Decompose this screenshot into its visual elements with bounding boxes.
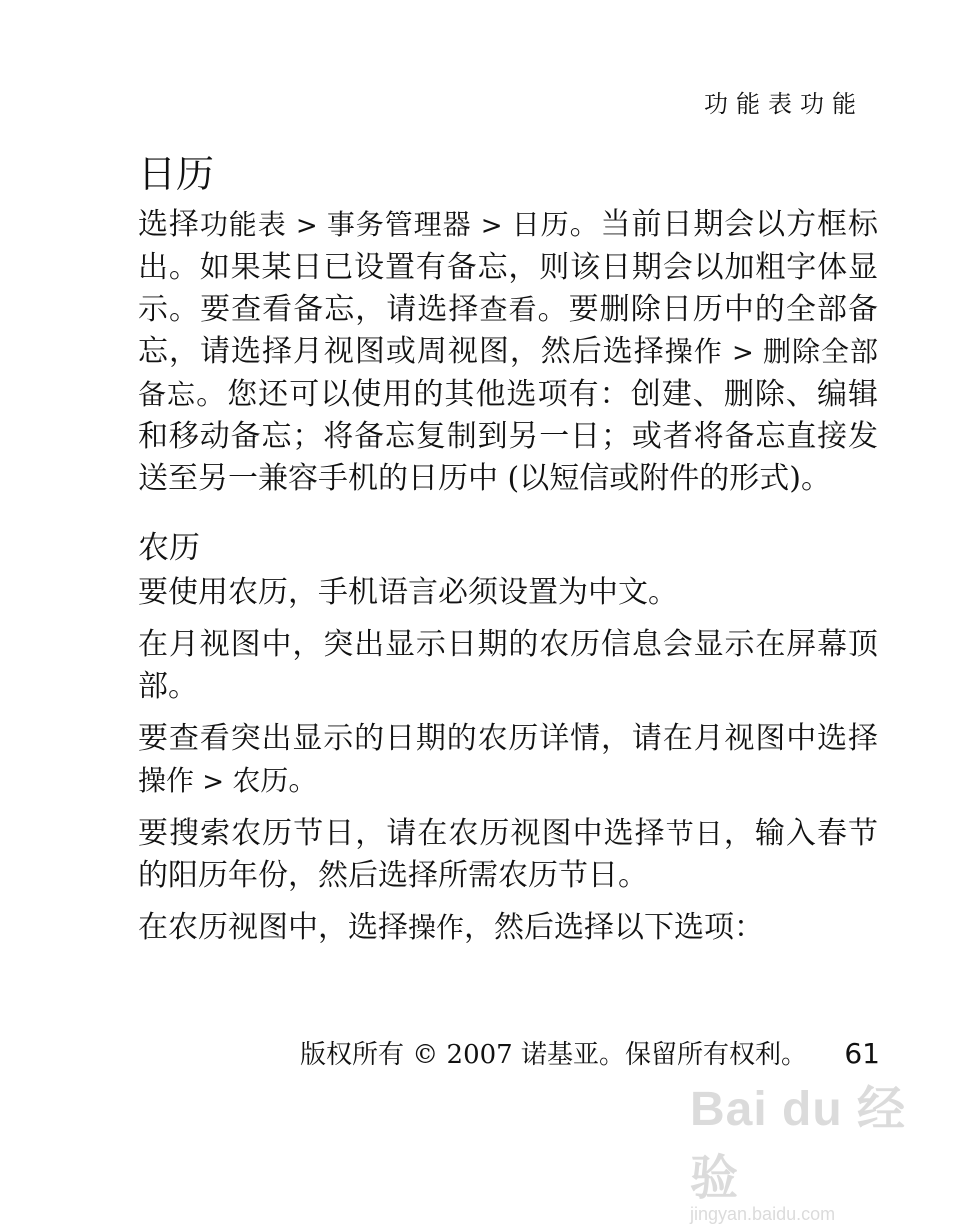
path-separator: > (286, 211, 327, 241)
text-run: ，然后选择以下选项： (464, 910, 765, 945)
page-footer (300, 1034, 880, 1071)
menu-term-view: 查看 (479, 293, 538, 326)
text-run: 。要删除日历中的全部备忘，请选择月视图或周视图，然后选择 (138, 292, 879, 369)
watermark-logo: Bai du 经验 (690, 1083, 907, 1205)
menu-term-options: 操作 (138, 764, 195, 797)
lunar-paragraph-5 (138, 907, 878, 949)
calendar-paragraph (138, 204, 878, 500)
text-run: 在农历视图中，选择 (138, 910, 408, 945)
path-separator: > (194, 767, 233, 797)
menu-term-options: 操作 (664, 335, 723, 368)
menu-term-festivals: 节日 (665, 817, 724, 850)
section-title: 日历 (138, 152, 215, 196)
path-separator: > (722, 338, 764, 368)
text-run: 要查看突出显示的日期的农历详情，请在月视图中选择 (138, 721, 878, 756)
menu-term-calendar: 日历 (511, 208, 570, 241)
page-content (138, 148, 878, 959)
text-run: 。您还可以使用的其他选项有：创建、删除、编辑和移动备忘；将备忘复制到另一日；或者将备忘直接发送至另一兼容手机的日历中 (以短信或附件的形式)。 (138, 377, 878, 496)
text-run: 选择 (138, 207, 200, 242)
menu-term-organizer: 事务管理器 (326, 208, 472, 241)
text-run: ，输入春节的阳历年份，然后选择所需农历节日。 (138, 816, 878, 893)
subsection-title: 农历 (138, 530, 200, 566)
copyright-notice: 版权所有 © 2007 诺基亚。保留所有权利。 (300, 1040, 807, 1070)
lunar-paragraph-1: 要使用农历，手机语言必须设置为中文。 (138, 575, 678, 610)
menu-term-options: 操作 (408, 911, 465, 944)
menu-term-menu: 功能表 (199, 208, 287, 241)
menu-term-delete-all-notes: 删除全部备忘 (138, 335, 878, 411)
text-run: 要搜索农历节日，请在农历视图中选择 (138, 816, 666, 851)
baidu-jingyan-watermark (690, 1070, 920, 1224)
running-header: 功能表功能 (704, 90, 864, 118)
lunar-paragraph-4 (138, 813, 878, 897)
watermark-url: jingyan.baidu.com (690, 1204, 836, 1224)
lunar-paragraph-2: 在月视图中，突出显示日期的农历信息会显示在屏幕顶部。 (138, 627, 878, 704)
menu-term-lunar: 农历 (232, 764, 289, 797)
text-run: 。 (288, 763, 319, 798)
text-run: 。当前日期会以方框标出。如果某日已设置有备忘，则该日期会以加粗字体显示。要查看备忘，请选择 (138, 207, 878, 327)
path-separator: > (471, 211, 512, 241)
page-number: 61 (844, 1037, 880, 1070)
lunar-paragraph-3 (138, 718, 878, 803)
